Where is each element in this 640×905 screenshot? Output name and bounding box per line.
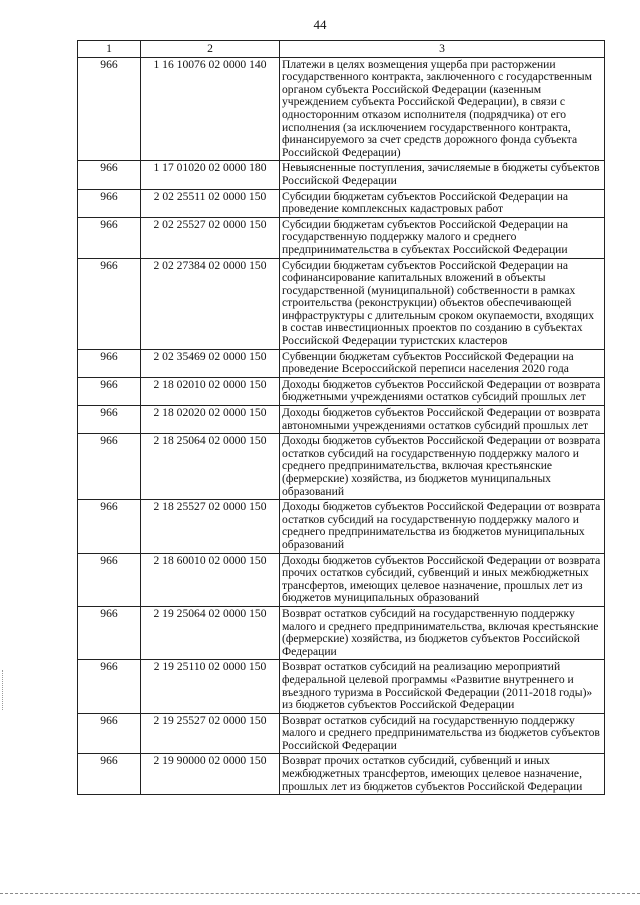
revenue-name-cell: Невыясненные поступления, зачисляемые в бюджеты субъектов Российской Федерации: [280, 161, 605, 189]
revenue-code-cell: 2 18 25527 02 0000 150: [141, 500, 280, 553]
table-row: [78, 349, 605, 377]
admin-code-cell: 966: [78, 713, 141, 754]
table-row: [78, 57, 605, 161]
admin-code-cell: 966: [78, 500, 141, 553]
revenue-name-cell: Доходы бюджетов субъектов Российской Федерации от возврата бюджетными учреждениями остатков субсидий прошлых лет: [280, 377, 605, 405]
revenue-name-cell: Субсидии бюджетам субъектов Российской Федерации на проведение комплексных кадастровых работ: [280, 189, 605, 217]
admin-code-cell: 966: [78, 349, 141, 377]
table-row: [78, 406, 605, 434]
revenue-code-cell: 1 16 10076 02 0000 140: [141, 57, 280, 161]
admin-code-cell: 966: [78, 553, 141, 606]
admin-code-cell: 966: [78, 189, 141, 217]
revenue-name-cell: Субвенции бюджетам субъектов Российской Федерации на проведение Всероссийской переписи населения 2020 года: [280, 349, 605, 377]
revenue-code-cell: 2 02 27384 02 0000 150: [141, 258, 280, 349]
table-row: [78, 377, 605, 405]
admin-code-cell: 966: [78, 258, 141, 349]
margin-scan-mark: [2, 670, 5, 710]
table-header-row: [78, 41, 605, 58]
revenue-code-cell: 2 19 25064 02 0000 150: [141, 606, 280, 659]
revenue-name-cell: Субсидии бюджетам субъектов Российской Федерации на софинансирование капитальных вложений в объекты государственной (муниципальной) собственности в рамках строительства (реконструкции) объектов обеспечивающей инфраструктуры с длительным сроком окупаемости, входящих в состав инвестиционных проектов по созданию в субъектах Российской Федерации туристских кластеров: [280, 258, 605, 349]
table-row: [78, 500, 605, 553]
revenue-name-cell: Субсидии бюджетам субъектов Российской Федерации на государственную поддержку малого и среднего предпринимательства в субъектах Российской Федерации: [280, 217, 605, 258]
revenue-name-cell: Доходы бюджетов субъектов Российской Федерации от возврата автономными учреждениями остатков субсидий прошлых лет: [280, 406, 605, 434]
revenue-name-cell: Платежи в целях возмещения ущерба при расторжении государственного контракта, заключенного с государственным органом субъекта Российской Федерации (казенным учреждением субъекта Российской Федерации), в связи с односторонним отказом исполнителя (подрядчика) от его исполнения (за исключением государственного контракта, финансируемого за счет средств дорожного фонда субъекта Российской Федерации): [280, 57, 605, 161]
admin-code-cell: 966: [78, 57, 141, 161]
admin-code-cell: 966: [78, 217, 141, 258]
revenue-code-cell: 2 02 25511 02 0000 150: [141, 189, 280, 217]
admin-code-cell: 966: [78, 406, 141, 434]
admin-code-cell: 966: [78, 606, 141, 659]
revenue-name-cell: Доходы бюджетов субъектов Российской Федерации от возврата остатков субсидий на государственную поддержку малого и среднего предпринимательства, включая крестьянские (фермерские) хозяйства, из бюджетов муниципальных образований: [280, 434, 605, 500]
table-row: [78, 217, 605, 258]
revenue-code-cell: 2 19 25110 02 0000 150: [141, 660, 280, 713]
revenue-code-cell: 2 02 35469 02 0000 150: [141, 349, 280, 377]
revenue-codes-table: [77, 40, 605, 795]
admin-code-cell: 966: [78, 161, 141, 189]
revenue-name-cell: Возврат остатков субсидий на реализацию мероприятий федеральной целевой программы «Развитие внутреннего и въездного туризма в Российской Федерации (2011-2018 годы)» из бюджетов субъектов Российской Федерации: [280, 660, 605, 713]
column-header-3: 3: [280, 41, 605, 58]
admin-code-cell: 966: [78, 434, 141, 500]
table-row: [78, 161, 605, 189]
revenue-code-cell: 2 19 90000 02 0000 150: [141, 754, 280, 795]
revenue-name-cell: Возврат остатков субсидий на государственную поддержку малого и среднего предпринимательства из бюджетов субъектов Российской Федерации: [280, 713, 605, 754]
revenue-code-cell: 2 19 25527 02 0000 150: [141, 713, 280, 754]
revenue-name-cell: Доходы бюджетов субъектов Российской Федерации от возврата остатков субсидий на государственную поддержку малого и среднего предпринимательства из бюджетов муниципальных образований: [280, 500, 605, 553]
table-row: [78, 713, 605, 754]
table-row: [78, 754, 605, 795]
revenue-name-cell: Возврат остатков субсидий на государственную поддержку малого и среднего предпринимательства, включая крестьянские (фермерские) хозяйства, из бюджетов субъектов Российской Федерации: [280, 606, 605, 659]
admin-code-cell: 966: [78, 660, 141, 713]
page-bottom-rule: [0, 893, 640, 894]
revenue-code-cell: 2 18 02020 02 0000 150: [141, 406, 280, 434]
table-row: [78, 434, 605, 500]
admin-code-cell: 966: [78, 377, 141, 405]
column-header-2: 2: [141, 41, 280, 58]
revenue-code-cell: 2 18 02010 02 0000 150: [141, 377, 280, 405]
revenue-name-cell: Возврат прочих остатков субсидий, субвенций и иных межбюджетных трансфертов, имеющих целевое назначение, прошлых лет из бюджетов субъектов Российской Федерации: [280, 754, 605, 795]
table-row: [78, 660, 605, 713]
revenue-code-cell: 2 18 60010 02 0000 150: [141, 553, 280, 606]
revenue-name-cell: Доходы бюджетов субъектов Российской Федерации от возврата прочих остатков субсидий, субвенций и иных межбюджетных трансфертов, имеющих целевое назначение, прошлых лет из бюджетов муниципальных образований: [280, 553, 605, 606]
admin-code-cell: 966: [78, 754, 141, 795]
revenue-code-cell: 2 02 25527 02 0000 150: [141, 217, 280, 258]
page-number: 44: [313, 17, 327, 32]
column-header-1: 1: [78, 41, 141, 58]
table-row: [78, 553, 605, 606]
table-row: [78, 606, 605, 659]
table-row: [78, 258, 605, 349]
revenue-code-cell: 2 18 25064 02 0000 150: [141, 434, 280, 500]
table-row: [78, 189, 605, 217]
revenue-code-cell: 1 17 01020 02 0000 180: [141, 161, 280, 189]
